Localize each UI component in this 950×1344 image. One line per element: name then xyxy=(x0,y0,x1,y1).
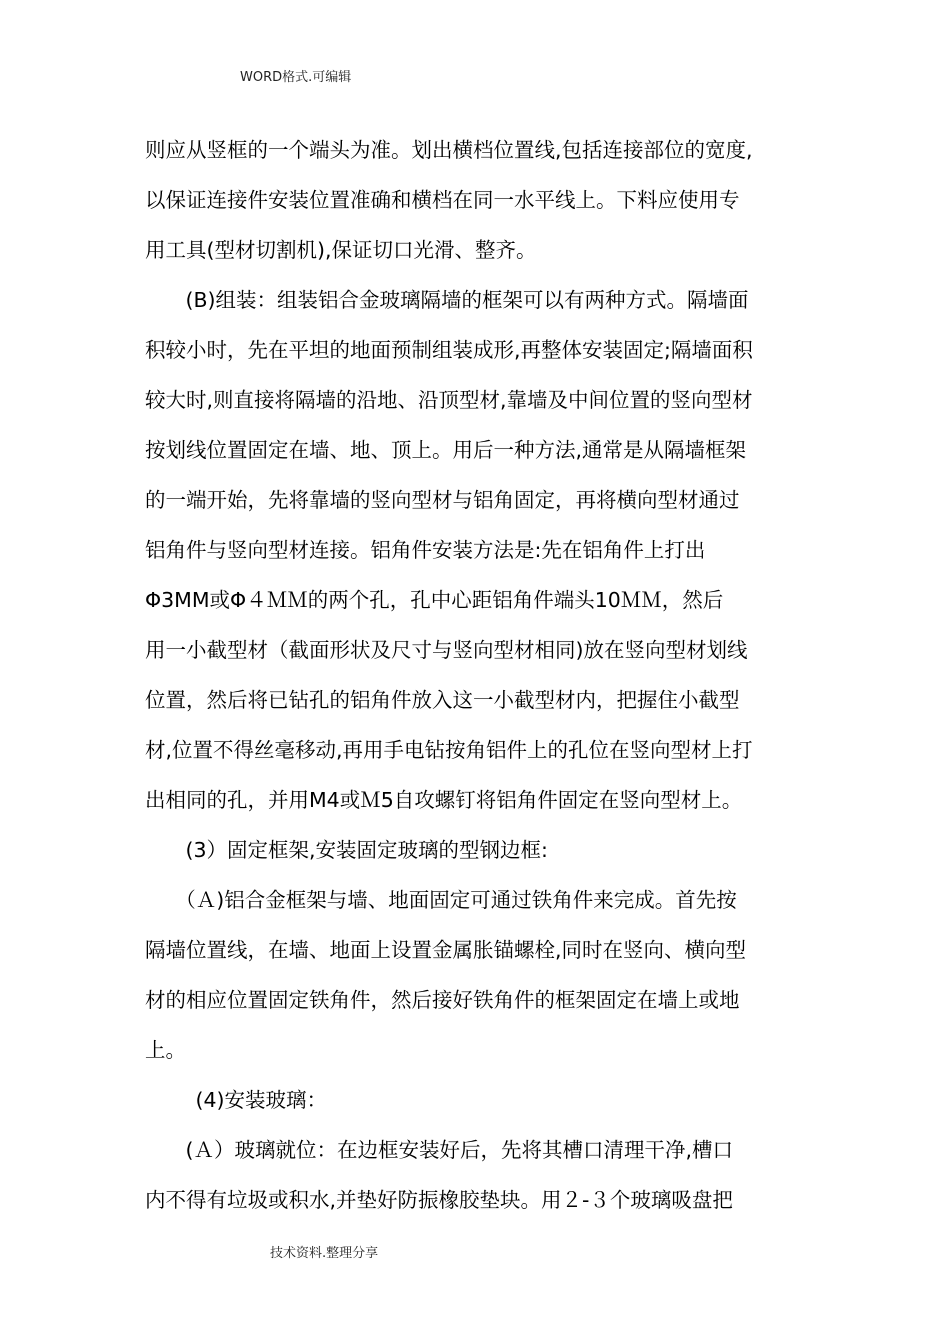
body-line: 的一端开始，先将靠墙的竖向型材与铝角固定，再将横向型材通过 xyxy=(145,488,740,512)
body-line: 位置，然后将已钻孔的铝角件放入这一小截型材内，把握住小截型 xyxy=(145,688,740,712)
body-line: 内不得有垃圾或积水,并垫好防振橡胶垫块。用２-３个玻璃吸盘把 xyxy=(145,1188,733,1212)
body-line: 较大时,则直接将隔墙的沿地、沿顶型材,靠墙及中间位置的竖向型材 xyxy=(145,388,753,412)
body-line: 材,位置不得丝毫移动,再用手电钻按角铝件上的孔位在竖向型材上打 xyxy=(145,738,753,762)
body-line: Φ3MM或Φ４ＭＭ的两个孔，孔中心距铝角件端头10ＭＭ，然后 xyxy=(145,588,724,612)
body-line: 按划线位置固定在墙、地、顶上。用后一种方法,通常是从隔墙框架 xyxy=(145,438,747,462)
page-footer: 技术资料.整理分享 xyxy=(270,1246,379,1261)
body-line: （Ａ)铝合金框架与墙、地面固定可通过铁角件来完成。首先按 xyxy=(165,888,737,912)
body-line: (4)安装玻璃： xyxy=(175,1088,328,1112)
body-line: 隔墙位置线，在墙、地面上设置金属胀锚螺栓,同时在竖向、横向型 xyxy=(145,938,747,962)
body-line: 上。 xyxy=(145,1038,186,1062)
body-line: 出相同的孔，并用M4或Ｍ5自攻螺钉将铝角件固定在竖向型材上。 xyxy=(145,788,743,812)
body-line: 用工具(型材切割机),保证切口光滑、整齐。 xyxy=(145,238,537,262)
page-header: WORD格式.可编辑 xyxy=(240,70,352,85)
body-line: 则应从竖框的一个端头为准。划出横档位置线,包括连接部位的宽度, xyxy=(145,138,753,162)
body-line: (B)组装：组装铝合金玻璃隔墙的框架可以有两种方式。隔墙面 xyxy=(165,288,749,312)
body-line: (3）固定框架,安装固定玻璃的型钢边框: xyxy=(165,838,548,862)
body-line: 以保证连接件安装位置准确和横档在同一水平线上。下料应使用专 xyxy=(145,188,740,212)
body-line: 积较小时，先在平坦的地面预制组装成形,再整体安装固定;隔墙面积 xyxy=(145,338,753,362)
body-line: 用一小截型材（截面形状及尺寸与竖向型材相同)放在竖向型材划线 xyxy=(145,638,748,662)
body-line: 材的相应位置固定铁角件，然后接好铁角件的框架固定在墙上或地 xyxy=(145,988,740,1012)
body-line: 铝角件与竖向型材连接。铝角件安装方法是:先在铝角件上打出 xyxy=(145,538,706,562)
body-line: (Ａ）玻璃就位：在边框安装好后，先将其槽口清理干净,槽口 xyxy=(165,1138,734,1162)
